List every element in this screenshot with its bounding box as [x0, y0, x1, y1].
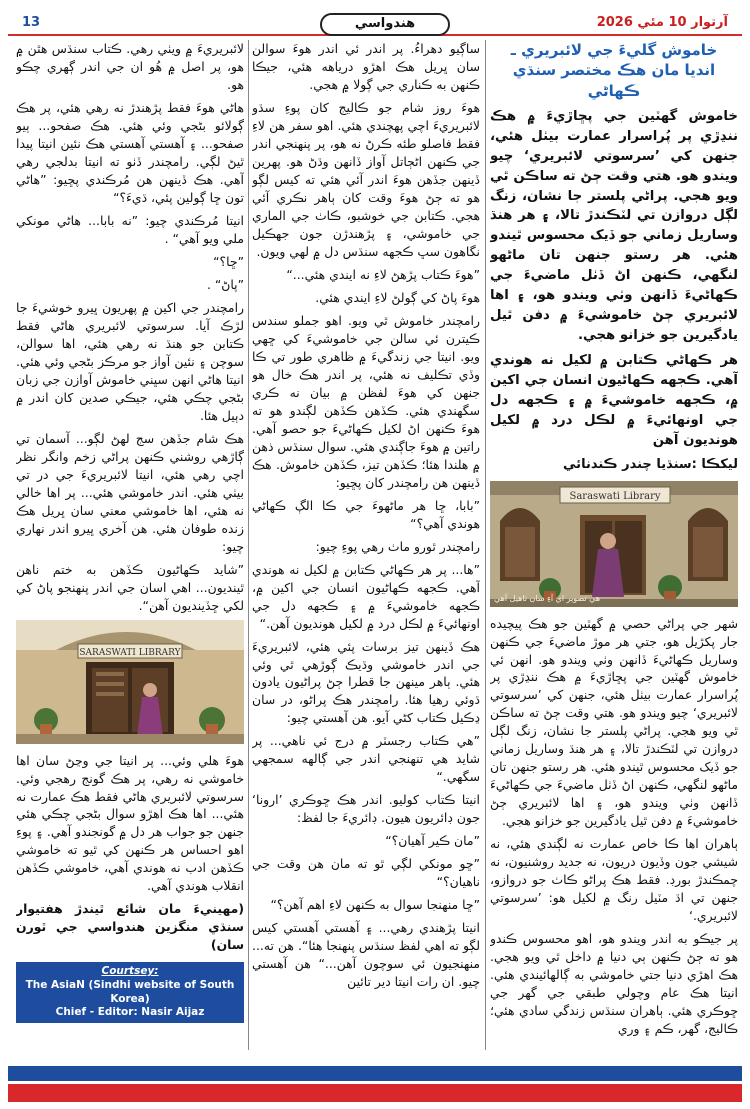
courtesy-line-2: Chief - Editor: Nasir Aijaz	[55, 1006, 205, 1019]
page-header	[8, 12, 742, 36]
article-paragraph: هوءَ پاڻ کي ڳولڻ لاءِ ايندي هئي.	[315, 289, 480, 305]
article-paragraph: انيتا مُرڪندي چيو: ”نه بابا... هاڻي مونکي ملي ويو آهي“ .	[16, 212, 244, 246]
article-paragraph: ”هوءَ ڪتاب پڙهڻ لاءِ نه ايندي هئي...“	[286, 266, 480, 282]
pull-quote: هر ڪهاڻي ڪتابن ۾ لکيل نه هوندي آهي. ڪجهه ڪهاڻيون انسان جي اکين ۾، ڪجهه خاموشيءَ ۾ ۽ ڪجهه دل جي اونهائيءَ ۾ لڪل درد ۾ لکيل هونديون آهن	[490, 353, 738, 448]
article-paragraph: ”هي ڪتاب رجسٽر ۾ درج ئي ناهي... پر شايد هي تنهنجي اندر جي ڳالهه سمجهي سگهي.“	[252, 733, 480, 785]
column-divider	[248, 40, 249, 1050]
column-middle	[252, 40, 480, 1050]
article-paragraph: ٻاهران اها ڪا خاص عمارت نه لڳندي هئي، نه شيشي جون وڏيون دريون، نه جديد روشنيون، نه چمڪندڙ بورڊ. فقط هڪ پراڻو ڪاٺ جو دروازو، جنهن تي اڌ مٽيل رنگ ۾ لکيل هو: ’سرسوتي لائبريري.‘	[490, 836, 738, 924]
library-photo-2	[16, 620, 244, 744]
article-paragraph: ”پاڻ“ .	[206, 276, 244, 292]
title-line-1: خاموش گليءَ جي لائبريري ـ	[510, 41, 718, 59]
article-paragraph: ”ها... پر هر ڪهاڻي ڪتابن ۾ لکيل نه هوندي آهي. ڪجهه ڪهاڻيون انسان جي اکين ۾، ڪجهه خاموشيءَ ۾ ۽ ڪجهه دل جي اونهائيءَ ۾ لڪل درد ۾ لکيل هونديون آهن.“	[252, 561, 480, 631]
article-paragraph: ”شايد ڪهاڻيون ڪڏهن به ختم ناهن ٿينديون... اهي اسان جي اندر پنهنجو پاڻ کي لکي ڇڏينديون آهن“.	[16, 561, 244, 613]
author-byline: ليکڪا :سنڌيا چندر ڪندنائي	[563, 456, 738, 472]
footer-bar-blue	[8, 1066, 742, 1081]
column-left	[16, 40, 244, 1050]
page-number: 13	[22, 15, 41, 30]
title-line-2: انديا مان هڪ مختصر سنڌي ڪهاڻي	[512, 61, 716, 100]
article-paragraph: انيتا پڙهندي رهي... ۽ آهستي آهستي کيس لڳو ته اهي لفظ سنڌس پنهنجا هئا“. هن ته... منهنجيون ئي سوچون آهن...“ هن آهستي چيو. ان رات انيتا دير تائين	[252, 920, 480, 990]
library-facade-illustration	[490, 481, 738, 607]
article-paragraph: رامچندر خاموش ٿي ويو. اهو جملو سندس ڪيترن ئي سالن جي خاموشيءَ کي ڇهي ويو. انيتا جي زندگيءَ ۾ ظاهري طور تي ڪا وڏي تڪليف نه هئي، پر اندر هڪ خال هو جنهن کي هوءَ لفظن ۾ بيان نه ڪري سگهندي هئي. ڪڏهن ڪڏهن لڳندو هو ته هوءَ ڪنهن اڻ لکيل ڪهاڻيءَ جو حصو آهي. راتين ۾ هوءَ جاڳندي هئي. سوال سنڌس ذهن ۾ هلندا هئا؛ ڪڏهن تيز، ڪڏهن خاموش. هڪ ڏينهن هن رامچندر کان پڇيو:	[252, 312, 480, 490]
article-paragraph: ”مان ڪير آهيان؟“	[385, 833, 480, 849]
library-signboard: Saraswati Library	[569, 490, 661, 502]
article-paragraph: هوءَ روز شام جو ڪاليج کان پوءِ سڌو لائبريريءَ اچي پهچندي هئي. اهو سفر هن لاءِ فقط فاصلو طئه ڪرڻ نه هو، پر پنهنجي اندر جي ڪنهن اڻڄاتل آواز ڏانهن وڌڻ هو. پهرين ڏينهن جڏهن هوءَ اندر آئي هئي ته کيس لڳو هو ته ڄڻ هوءَ وقت کان ٻاهر نڪري آئي هجي. ڪتابن جي خوشبو، ڪاٺ جي الماري جي خاموشي، ۽ پڙهندڙن جون جهڪيل نگاهون سڀ ڪجهه سنڌس دل ۾ لهي ويون.	[252, 99, 480, 259]
article-paragraph: ”ڇو مونکي لڳي ٿو ته مان هن وقت جي ناهيان؟“	[252, 856, 480, 890]
article-paragraph: ”ڇا؟“	[213, 253, 244, 269]
courtesy-box	[16, 962, 244, 1023]
courtesy-title: Courtsey:	[101, 965, 159, 978]
footer-bar-red	[8, 1084, 742, 1102]
article-paragraph: پر جيڪو به اندر ويندو هو، اهو محسوس ڪندو هو ته ڄڻ ڪنهن ٻي دنيا ۾ داخل ٿي ويو هجي. هڪ اهڙي دنيا جتي خاموشي به ڳالهائيندي هئي. انيتا هڪ عام وچولي طبقي جي گهر جي ڇوڪري هئي. ٻاهران سنڌس زندگي سادي هئي؛ ڪاليج، گهر، ڪم ۽ وري	[490, 931, 738, 1037]
article-paragraph: هاڻي هوءَ فقط پڙهندڙ نه رهي هئي، پر هڪ ڳولائو بڻجي وئي هئي. هڪ صفحو... ٻيو صفحو... ۽ آهستي آهستي هڪ نئين انيتا پيدا ٿيڻ لڳي. رامچندر ڏٺو ته انيتا بدلجي رهي آهي. هڪ ڏينهن هن مُرڪندي پڇيو: ”هاڻي تون ڇا ڳولين پئي، ڌيءَ؟“	[16, 99, 244, 205]
column-divider	[485, 40, 486, 1050]
article-paragraph: ”ڇا منهنجا سوال به ڪنهن لاءِ اهم آهن؟“	[270, 897, 480, 913]
library-photo-1	[490, 481, 738, 607]
article-paragraph: هڪ ڏينهن تيز برسات پئي هئي، لائبريريءَ جي اندر خاموشي وڌيڪ ڳوڙهي ٿي وئي هئي. ٻاهر مينهن جا قطرا ڄڻ پراڻيون يادون ڌوئي رهيا هئا. رامچندر هڪ پراڻو، در سان ڍڪيل ڪتاب کڻي آيو. هن آهستي چيو:	[252, 638, 480, 726]
article-paragraph: هڪ شام جڏهن سج لهڻ لڳو... آسمان تي ڳاڙهي روشني ڪنهن پراڻي زخم وانگر نظر اچي رهي هئي، انيتا لائبريريءَ جي در تي بيٺي هئي. اندر خاموشي هئي... پر اها خالي نه هئي، اها خاموشي معني سان ڀريل هڪ زنده طوفان هئي. هن آخري ڀيرو اندر نهاري چيو:	[16, 430, 244, 554]
library-street-illustration	[16, 620, 244, 744]
library-signboard-2: SARASWATI LIBRARY	[79, 647, 181, 658]
issue-date: آرتوار 10 مئي 2026	[596, 15, 728, 30]
courtesy-line-1: The AsiaN (Sindhi website of South Korea)	[25, 979, 235, 1005]
source-note: (مهينيءَ مان شائع ٿيندڙ هفتيوار سنڌي منگزين هندواسي جي ٿورن سان)	[16, 901, 244, 953]
lead-paragraph: خاموش گھٽين جي پڇاڙيءَ ۾ هڪ ننڍڙي پر پُراسرار عمارت بيٺل هئي، جنهن کي ’سرسوتي لائبريري‘ چيو ويندو هو. هتي وقت ڄڻ ته ساڪن ٿي ويو هجي. پراڻي پلستر جا نشان، زنگ لڳل دروازن تي لٽڪندڙ تالا، ۽ هر هنڌ وساريل زماني جو ڏيک محسوس ٿيندو هئي. هر رستو جنهن تان ماڻهو لنگهي، ڪنهن اڻ ڏٺل ماضيءَ جي ڪهاڻيءَ ڏانهن وٺي ويندو هو، ۽ اها لائبريري ڄڻ خاموشيءَ ۾ دفن ٿيل يادگيرين جو خزانو هجي.	[490, 108, 738, 344]
photo-caption: هي تصوير اي آءِ سان ٺاهيل آهي	[494, 593, 601, 603]
article-paragraph: شهر جي پراڻي حصي ۾ گھٽين جو هڪ پيچيده جار پکڙيل هو، جتي هر موڙ ماضيءَ جي ڪنهن وساريل ڪهاڻيءَ ڏانهن وٺي ويندو هو. انهن ئي خاموش گھٽين جي پڇاڙيءَ ۾ هڪ ننڍڙي پر پُراسرار عمارت بيٺل هئي، جنهن کي ’سرسوتي لائبريري‘ چيو ويندو هو. هتي وقت ڄڻ ته ساڪن ٿي ويو هجي. پراڻي پلستر جا نشان، زنگ لڳل دروازن تي لٽڪندڙ تالا، ۽ هر هنڌ وساريل زماني جو ڏيک محسوس ٿيندو هئي. هر رستو جنهن تان ماڻهو لنگهي، ڪنهن اڻ ڏٺل ماضيءَ جي ڪهاڻيءَ ڏانهن وٺي ويندو هو، ۽ اها لائبريري ڄڻ خاموشيءَ ۾ دفن ٿيل يادگيرين جو خزانو هجي.	[490, 615, 738, 829]
article-paragraph: ساڳيو دهراءُ. پر اندر ئي اندر هوءَ سوالن سان ڀريل هڪ اهڙو درياهه هئي، جيڪا ڪنهن به ڪناري جي ڳولا ۾ هجي.	[252, 41, 480, 92]
column-right	[490, 40, 738, 1050]
article-paragraph: انيتا ڪتاب کوليو. اندر هڪ ڇوڪري ’ارونا‘ جون ڊائريون هيون. ڊائريءَ جا لفظ:	[252, 792, 480, 826]
article-paragraph: لائبريريءَ ۾ ويٺي رهي. ڪتاب سنڌس هٿن ۾ هو، پر اصل ۾ هُو ان جي اندر ڳهري چڪو هو.	[16, 41, 244, 92]
article-paragraph: رامچندر ٿورو ماٺ رهي پوءِ چيو:	[315, 538, 480, 554]
masthead-logo: هندواسي	[320, 13, 450, 36]
article-title	[490, 40, 738, 101]
article-paragraph: ”بابا، ڇا هر ماڻهوءَ جي ڪا الڳ ڪهاڻي هوندي آهي؟“	[252, 497, 480, 531]
article-paragraph: هوءَ هلي وئي... پر انيتا جي وڃڻ سان اها خاموشي نه رهي، پر هڪ گونج رهجي وئي. سرسوتي لائبريري هاڻي فقط هڪ عمارت نه هئي... اها هڪ اهڙو سوال بڻجي چڪي هئي جنهن جو جواب هر دل ۾ گونجندو آهي. ۽ پوءِ اهو احساس هر ڪنهن کي ٿيو ته خاموشي ڪڏهن ادب نه هوندي آهي، خاموشي ڪڏهن انقلاب هوندي آهي.	[16, 752, 244, 894]
article-paragraph: رامچندر جي اکين ۾ پهريون ڀيرو خوشيءَ جا لڙڪ آيا. سرسوتي لائبريري هاڻي فقط ڪتابن جو هنڌ نه رهي هئي، اها سوالن، سوچن ۽ نئين آواز جو مرڪز بڻجي وئي هئي. انيتا هاڻي انهن سڀني خاموش آوازن جي زبان بڻجي چڪي هئي، جيڪي صدين کان اندر ۾ دٻيل هئا.	[16, 299, 244, 423]
